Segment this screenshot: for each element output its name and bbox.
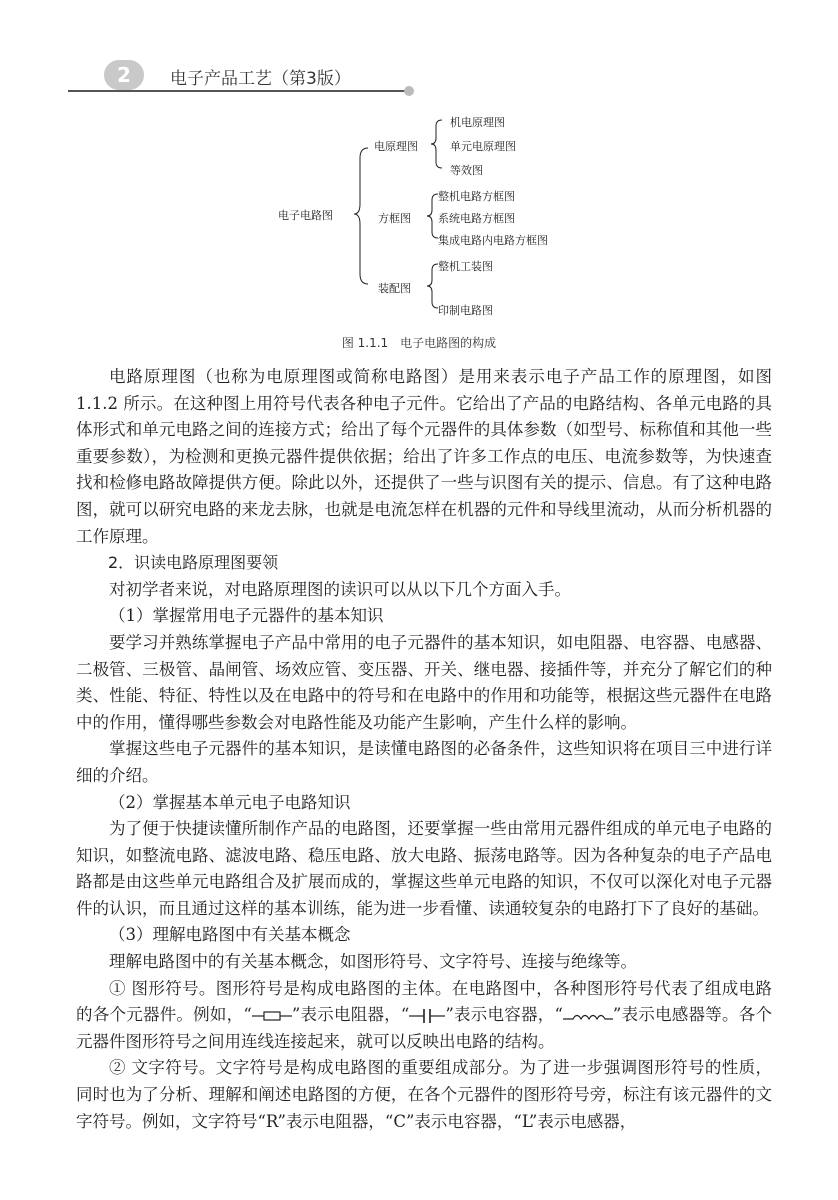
page-number: 2 bbox=[104, 60, 144, 90]
paragraph: 理解电路图中的有关基本概念，如图形符号、文字符号、连接与绝缘等。 bbox=[109, 952, 637, 972]
tree-root: 电子电路图 bbox=[278, 209, 333, 222]
figure-caption: 图 1.1.1 电子电路图的构成 bbox=[341, 336, 497, 350]
tree-branch-3: 装配图 bbox=[378, 282, 411, 295]
body-text bbox=[76, 364, 772, 1135]
header-ornament bbox=[404, 86, 414, 96]
section-heading: 2．识读电路原理图要领 bbox=[108, 553, 279, 573]
paragraph: 要学习并熟练掌握电子产品中常用的电子元器件的基本知识，如电阻器、电容器、电感器、二极管、三极管、晶闸管、场效应管、变压器、开关、继电器、接插件等，并充分了解它们的种类、性能、特征、特性以及在电路中的符号和在电路中的作用和功能等，根据这些元器件在电路中的作用，懂得哪些参数会对电路性能及功能产生影响，产生什么样的影响。 bbox=[76, 632, 772, 732]
tree-leaf: 集成电路内电路方框图 bbox=[438, 234, 548, 247]
resistor-symbol-icon bbox=[252, 1010, 292, 1022]
header-rule bbox=[68, 90, 410, 92]
paragraph: 对初学者来说，对电路原理图的读识可以从以下几个方面入手。 bbox=[109, 579, 571, 599]
subsection-heading: （2）掌握基本单元电子电路知识 bbox=[109, 792, 351, 812]
text-run: ① 图形符号。图形符号是构成电路图的主体。在电路图中，各种图形符号代表了组成电路的各个元器件。例如，“ bbox=[76, 978, 772, 1025]
book-title: 电子产品工艺（第3版） bbox=[170, 69, 351, 89]
paragraph: 为了便于快捷读懂所制作产品的电路图，还要掌握一些由常用元器件组成的单元电子电路的知识，如整流电路、滤波电路、稳压电路、放大电路、振荡电路等。因为各种复杂的电子产品电路都是由这些单元电路组合及扩展而成的，掌握这些单元电路的知识，不仅可以深化对电子元器件的认识，而且通过这样的基本训练，能为进一步看懂、读通较复杂的电路打下了良好的基础。 bbox=[76, 819, 772, 918]
circuit-diagram-tree bbox=[260, 108, 600, 323]
tree-leaf: 机电原理图 bbox=[450, 116, 505, 129]
tree-leaf: 系统电路方框图 bbox=[438, 212, 515, 225]
tree-branch-2: 方框图 bbox=[378, 212, 411, 225]
text-run: ”表示电感器等。各个元器件图形符号之间用连线连接起来，就可以反映出电路的结构。 bbox=[76, 1005, 773, 1051]
tree-leaf: 整机电路方框图 bbox=[438, 190, 515, 203]
tree-leaf: 单元电原理图 bbox=[450, 140, 516, 153]
tree-branch-1: 电原理图 bbox=[374, 140, 418, 153]
text-run: ”表示电容器，“ bbox=[445, 1005, 563, 1025]
subsection-heading: （3）理解电路图中有关基本概念 bbox=[109, 925, 351, 945]
tree-leaf: 印制电路图 bbox=[438, 304, 493, 317]
paragraph: 掌握这些电子元器件的基本知识，是读懂电路图的必备条件，这些知识将在项目三中进行详细的介绍。 bbox=[76, 739, 772, 785]
capacitor-symbol-icon bbox=[409, 1008, 445, 1024]
paragraph-graphic-symbols bbox=[76, 976, 772, 1056]
page-header bbox=[0, 0, 838, 100]
text-run: ”表示电阻器，“ bbox=[291, 1005, 410, 1025]
paragraph: 电路原理图（也称为电原理图或简称电路图）是用来表示电子产品工作的原理图，如图 1.1.2 所示。在这种图上用符号代表各种电子元件。它给出了产品的电路结构、各单元电路的具体形式和单元电路之间的连接方式；给出了每个元器件的具体参数（如型号、标称值和其他一些重要参数），为检测和更换元器件提供依据；给出了许多工作点的电压、电流参数等，为快速查找和检修电路故障提供方便。除此以外，还提供了一些与识图有关的提示、信息。有了这种电路图，就可以研究电路的来龙去脉，也就是电流怎样在机器的元件和导线里流动，从而分析机器的工作原理。 bbox=[76, 367, 772, 546]
tree-leaf: 等效图 bbox=[450, 164, 483, 177]
paragraph: ② 文字符号。文字符号是构成电路图的重要组成部分。为了进一步强调图形符号的性质，同时也为了分析、理解和阐述电路图的方便，在各个元器件的图形符号旁，标注有该元器件的文字符号。例如，文字符号“R”表示电阻器，“C”表示电容器，“L”表示电感器， bbox=[76, 1058, 772, 1131]
inductor-symbol-icon bbox=[563, 1010, 613, 1022]
tree-leaf: 整机工装图 bbox=[438, 260, 493, 273]
subsection-heading: （1）掌握常用电子元器件的基本知识 bbox=[109, 606, 384, 626]
